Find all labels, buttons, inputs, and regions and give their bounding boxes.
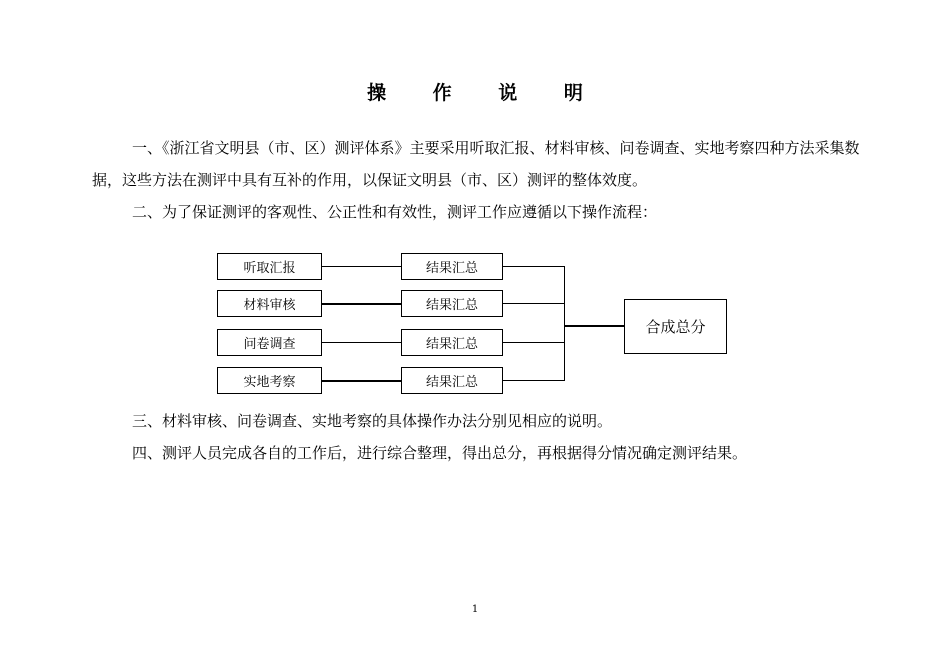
page-title: 操 作 说 明: [367, 82, 603, 104]
summary-box: 结果汇总: [401, 329, 503, 356]
paragraph-3-text: 三、材料审核、问卷调查、实地考察的具体操作办法分别见相应的说明。: [132, 412, 613, 430]
method-box-questionnaire: 问卷调查: [217, 329, 322, 356]
method-box-field-inspection: 实地考察: [217, 367, 322, 394]
summary-box: 结果汇总: [401, 367, 503, 394]
summary-box: 结果汇总: [401, 253, 503, 280]
connector-line: [503, 303, 565, 304]
method-box-material-review: 材料审核: [217, 290, 322, 317]
connector-line: [322, 380, 401, 382]
connector-line: [565, 325, 625, 327]
page-number: 1: [471, 604, 479, 615]
connector-line: [322, 266, 401, 267]
final-score-box: 合成总分: [624, 299, 727, 354]
connector-line: [503, 342, 565, 343]
connector-line: [322, 342, 401, 343]
connector-line: [503, 380, 565, 381]
connector-line: [503, 266, 565, 267]
paragraph-4-text: 四、测评人员完成各自的工作后，进行综合整理，得出总分，再根据得分情况确定测评结果。: [132, 444, 748, 462]
method-box-hearing-report: 听取汇报: [217, 253, 322, 280]
paragraph-2-text: 二、为了保证测评的客观性、公正性和有效性，测评工作应遵循以下操作流程：: [132, 203, 658, 221]
summary-box: 结果汇总: [401, 290, 503, 317]
connector-line: [322, 303, 401, 305]
connector-bus: [564, 266, 565, 381]
paragraph-4: [92, 437, 862, 469]
paragraph-1-text: 一、《浙江省文明县（市、区）测评体系》主要采用听取汇报、材料审核、问卷调查、实地考察四种方法采集数据，这些方法在测评中具有互补的作用，以保证文明县（市、区）测评的整体效度。: [92, 139, 860, 189]
paragraph-1: [92, 132, 862, 196]
paragraph-3: [92, 405, 862, 437]
paragraph-2: [92, 196, 862, 228]
